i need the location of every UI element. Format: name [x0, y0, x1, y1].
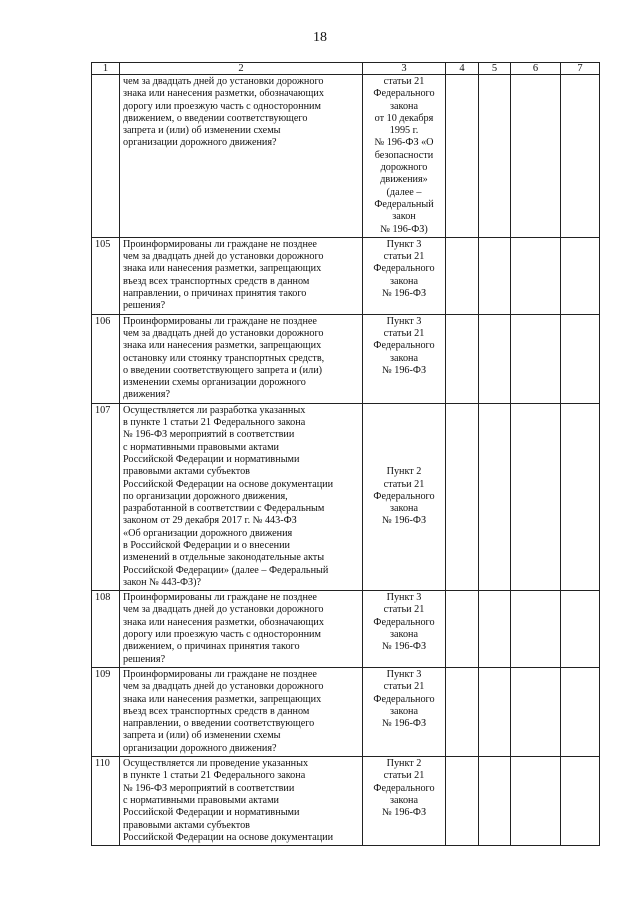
table-row: [92, 403, 600, 590]
table-row: [92, 314, 600, 403]
row-number: 106: [92, 314, 120, 403]
answer-cell: [479, 667, 511, 756]
legal-reference: статьи 21 Федерального закона от 10 декабря 1995 г. № 196-ФЗ «О безопасности дорожного движения» (далее – Федеральный закон № 196-ФЗ): [363, 75, 446, 238]
answer-cell: [511, 667, 561, 756]
answer-cell: [446, 667, 479, 756]
question-text: Проинформированы ли граждане не позднее чем за двадцать дней до установки дорожного знака или нанесения разметки, обозначающих дорогу или проезжую часть с односторонним движением, о причинах принятия такого решения?: [120, 591, 363, 668]
row-number: [92, 75, 120, 238]
column-header-5: 5: [479, 63, 511, 75]
answer-cell: [561, 667, 600, 756]
answer-cell: [561, 237, 600, 314]
header-row: [92, 63, 600, 75]
legal-reference: Пункт 3 статьи 21 Федерального закона № 196-ФЗ: [363, 591, 446, 668]
answer-cell: [561, 591, 600, 668]
answer-cell: [511, 75, 561, 238]
answer-cell: [511, 314, 561, 403]
table-row: [92, 757, 600, 846]
answer-cell: [561, 75, 600, 238]
row-number: 110: [92, 757, 120, 846]
answer-cell: [511, 591, 561, 668]
column-header-1: 1: [92, 63, 120, 75]
answer-cell: [479, 403, 511, 590]
checklist-table: [91, 62, 600, 846]
legal-reference: Пункт 2 статьи 21 Федерального закона № 196-ФЗ: [363, 757, 446, 846]
answer-cell: [479, 237, 511, 314]
answer-cell: [479, 591, 511, 668]
question-text: Осуществляется ли разработка указанных в пункте 1 статьи 21 Федерального закона № 196-ФЗ мероприятий в соответствии с нормативными правовыми актами Российской Федерации и нормативными правовыми актами субъектов Российской Федерации на основе документации по организации дорожного движения, разработанной в соответствии с Федеральным законом от 29 декабря 2017 г. № 443-ФЗ «Об организации дорожного движения в Российской Федерации и о внесении изменений в отдельные законодательные акты Российской Федерации» (далее – Федеральный закон № 443-ФЗ)?: [120, 403, 363, 590]
question-text: Проинформированы ли граждане не позднее чем за двадцать дней до установки дорожного знака или нанесения разметки, запрещающих въезд всех транспортных средств в данном направлении, о причинах принятия такого решения?: [120, 237, 363, 314]
answer-cell: [511, 237, 561, 314]
legal-reference: Пункт 3 статьи 21 Федерального закона № 196-ФЗ: [363, 237, 446, 314]
row-number: 105: [92, 237, 120, 314]
answer-cell: [511, 757, 561, 846]
answer-cell: [561, 314, 600, 403]
column-header-7: 7: [561, 63, 600, 75]
row-number: 108: [92, 591, 120, 668]
column-header-6: 6: [511, 63, 561, 75]
column-header-4: 4: [446, 63, 479, 75]
answer-cell: [561, 757, 600, 846]
answer-cell: [446, 314, 479, 403]
page-number: 18: [313, 30, 327, 45]
answer-cell: [446, 757, 479, 846]
question-text: Проинформированы ли граждане не позднее чем за двадцать дней до установки дорожного знака или нанесения разметки, запрещающих остановку или стоянку транспортных средств, о введении соответствующего запрета и (или) изменении схемы организации дорожного движения?: [120, 314, 363, 403]
row-number: 109: [92, 667, 120, 756]
answer-cell: [479, 757, 511, 846]
question-text: чем за двадцать дней до установки дорожного знака или нанесения разметки, обозначающих дорогу или проезжую часть с односторонним движением, о введении соответствующего запрета и (или) об изменении схемы организации дорожного движения?: [120, 75, 363, 238]
table-row: [92, 75, 600, 238]
answer-cell: [446, 403, 479, 590]
table-row: [92, 667, 600, 756]
answer-cell: [479, 314, 511, 403]
column-header-2: 2: [120, 63, 363, 75]
answer-cell: [446, 591, 479, 668]
legal-reference: Пункт 3 статьи 21 Федерального закона № 196-ФЗ: [363, 667, 446, 756]
table-row: [92, 591, 600, 668]
legal-reference: Пункт 3 статьи 21 Федерального закона № 196-ФЗ: [363, 314, 446, 403]
row-number: 107: [92, 403, 120, 590]
answer-cell: [479, 75, 511, 238]
answer-cell: [446, 75, 479, 238]
column-header-3: 3: [363, 63, 446, 75]
answer-cell: [511, 403, 561, 590]
answer-cell: [561, 403, 600, 590]
question-text: Осуществляется ли проведение указанных в пункте 1 статьи 21 Федерального закона № 196-ФЗ мероприятий в соответствии с нормативными правовыми актами Российской Федерации и нормативными правовыми актами субъектов Российской Федерации на основе документации: [120, 757, 363, 846]
legal-reference: Пункт 2 статьи 21 Федерального закона № 196-ФЗ: [363, 403, 446, 590]
answer-cell: [446, 237, 479, 314]
question-text: Проинформированы ли граждане не позднее чем за двадцать дней до установки дорожного знака или нанесения разметки, запрещающих въезд всех транспортных средств в данном направлении, о введении соответствующего запрета и (или) об изменении схемы организации дорожного движения?: [120, 667, 363, 756]
table-row: [92, 237, 600, 314]
